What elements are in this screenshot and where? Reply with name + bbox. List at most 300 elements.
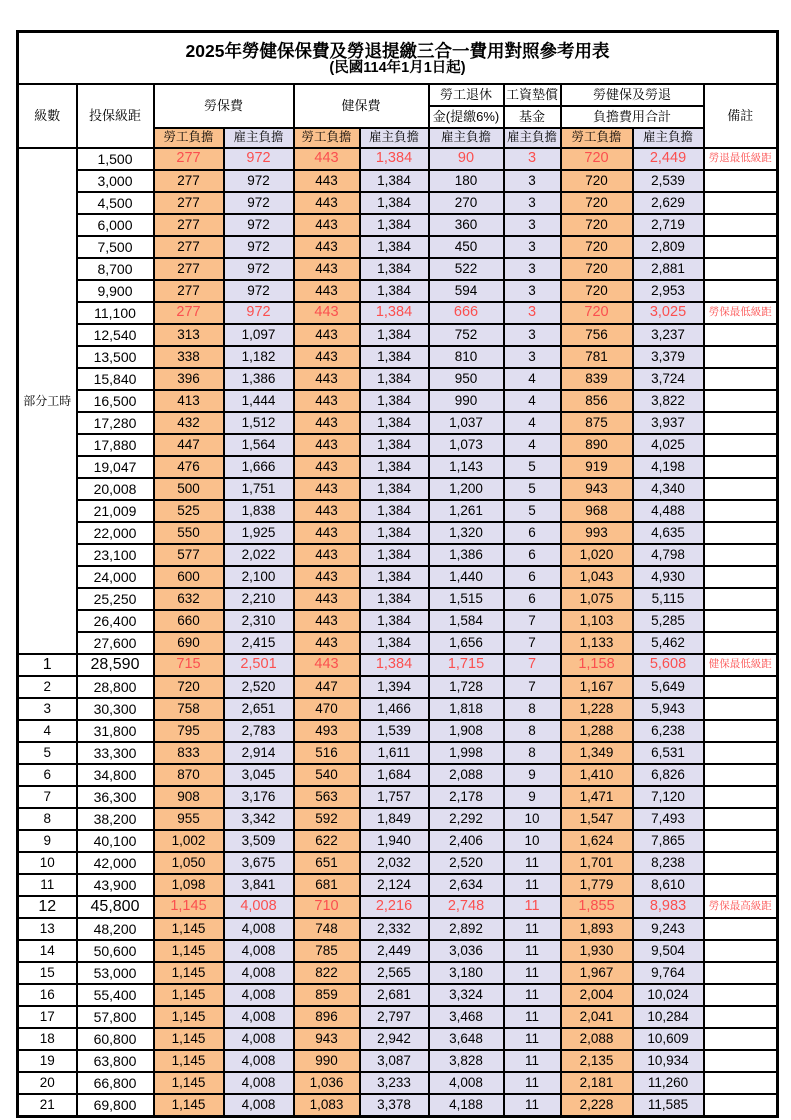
total-employer-cell: 8,238 (633, 852, 704, 874)
labor-employer-cell: 1,564 (224, 434, 294, 456)
remark-cell (704, 742, 778, 764)
labor-employer-cell: 2,210 (224, 588, 294, 610)
total-employee-cell: 720 (561, 148, 633, 170)
health-employee-cell: 443 (294, 170, 360, 192)
pension-employer-cell: 2,406 (429, 830, 504, 852)
labor-employee-cell: 277 (154, 302, 224, 324)
col-header-total-line1: 勞健保及勞退 (561, 84, 704, 106)
remark-cell (704, 918, 778, 940)
pension-employer-cell: 2,892 (429, 918, 504, 940)
health-employee-cell: 443 (294, 566, 360, 588)
level-cell: 13 (18, 918, 77, 940)
wage-fund-employer-cell: 8 (504, 698, 561, 720)
health-employer-cell: 1,384 (360, 544, 429, 566)
health-employee-cell: 443 (294, 258, 360, 280)
total-employee-cell: 1,075 (561, 588, 633, 610)
wage-fund-employer-cell: 4 (504, 434, 561, 456)
col-header-pension-line1: 勞工退休 (429, 84, 504, 106)
bracket-cell: 16,500 (77, 390, 154, 412)
col-header-bracket: 投保級距 (77, 84, 154, 148)
pension-employer-cell: 1,037 (429, 412, 504, 434)
labor-employer-cell: 4,008 (224, 1094, 294, 1117)
health-employer-cell: 1,466 (360, 698, 429, 720)
health-employee-cell: 443 (294, 434, 360, 456)
total-employee-cell: 2,041 (561, 1006, 633, 1028)
labor-employee-cell: 1,145 (154, 962, 224, 984)
total-employer-cell: 5,943 (633, 698, 704, 720)
level-cell: 15 (18, 962, 77, 984)
total-employee-cell: 1,020 (561, 544, 633, 566)
labor-employee-cell: 1,145 (154, 1072, 224, 1094)
labor-employee-cell: 632 (154, 588, 224, 610)
total-employer-cell: 4,488 (633, 500, 704, 522)
labor-employer-cell: 4,008 (224, 1050, 294, 1072)
pension-employer-cell: 666 (429, 302, 504, 324)
health-employer-cell: 1,384 (360, 170, 429, 192)
total-employee-cell: 1,967 (561, 962, 633, 984)
total-employer-cell: 7,120 (633, 786, 704, 808)
health-employee-cell: 443 (294, 632, 360, 654)
health-employer-cell: 1,384 (360, 390, 429, 412)
labor-employer-cell: 2,914 (224, 742, 294, 764)
labor-employer-cell: 1,751 (224, 478, 294, 500)
pension-employer-cell: 3,180 (429, 962, 504, 984)
health-employee-cell: 651 (294, 852, 360, 874)
health-employer-cell: 2,681 (360, 984, 429, 1006)
table-row (18, 1094, 778, 1117)
total-employer-cell: 4,635 (633, 522, 704, 544)
total-employee-cell: 1,228 (561, 698, 633, 720)
health-employee-cell: 785 (294, 940, 360, 962)
level-cell: 10 (18, 852, 77, 874)
pension-employer-cell: 1,200 (429, 478, 504, 500)
health-employee-cell: 443 (294, 192, 360, 214)
total-employee-cell: 1,471 (561, 786, 633, 808)
wage-fund-employer-cell: 5 (504, 478, 561, 500)
pension-employer-cell: 1,440 (429, 566, 504, 588)
bracket-cell: 43,900 (77, 874, 154, 896)
wage-fund-employer-cell: 6 (504, 544, 561, 566)
table-row (18, 280, 778, 302)
labor-employer-cell: 4,008 (224, 918, 294, 940)
bracket-cell: 33,300 (77, 742, 154, 764)
bracket-cell: 3,000 (77, 170, 154, 192)
total-employee-cell: 1,547 (561, 808, 633, 830)
labor-employee-cell: 577 (154, 544, 224, 566)
remark-cell: 健保最低級距 (704, 654, 778, 676)
health-employer-cell: 1,394 (360, 676, 429, 698)
total-employee-cell: 2,088 (561, 1028, 633, 1050)
remark-cell (704, 588, 778, 610)
labor-employer-cell: 2,501 (224, 654, 294, 676)
total-employer-cell: 4,930 (633, 566, 704, 588)
remark-cell (704, 566, 778, 588)
pension-employer-cell: 810 (429, 346, 504, 368)
bracket-cell: 60,800 (77, 1028, 154, 1050)
total-employer-cell: 5,462 (633, 632, 704, 654)
bracket-cell: 69,800 (77, 1094, 154, 1117)
health-employer-cell: 1,384 (360, 412, 429, 434)
total-employer-cell: 4,198 (633, 456, 704, 478)
total-employer-cell: 9,764 (633, 962, 704, 984)
total-employee-cell: 1,930 (561, 940, 633, 962)
table-row (18, 214, 778, 236)
labor-employee-cell: 1,145 (154, 1028, 224, 1050)
pension-employer-cell: 1,998 (429, 742, 504, 764)
table-row (18, 830, 778, 852)
labor-employer-cell: 3,045 (224, 764, 294, 786)
table-row (18, 170, 778, 192)
health-employer-cell: 1,384 (360, 434, 429, 456)
level-cell: 19 (18, 1050, 77, 1072)
labor-employee-cell: 955 (154, 808, 224, 830)
health-employer-cell: 1,384 (360, 192, 429, 214)
remark-cell (704, 544, 778, 566)
health-employer-cell: 3,233 (360, 1072, 429, 1094)
labor-employee-cell: 795 (154, 720, 224, 742)
total-employee-cell: 1,133 (561, 632, 633, 654)
remark-cell (704, 500, 778, 522)
labor-employer-cell: 4,008 (224, 1028, 294, 1050)
health-employee-cell: 748 (294, 918, 360, 940)
wage-fund-employer-cell: 11 (504, 918, 561, 940)
remark-cell (704, 786, 778, 808)
health-employer-cell: 1,384 (360, 324, 429, 346)
wage-fund-employer-cell: 9 (504, 786, 561, 808)
remark-cell (704, 258, 778, 280)
bracket-cell: 25,250 (77, 588, 154, 610)
pension-employer-cell: 2,178 (429, 786, 504, 808)
total-employer-cell: 2,953 (633, 280, 704, 302)
labor-employee-cell: 690 (154, 632, 224, 654)
health-employee-cell: 443 (294, 236, 360, 258)
labor-employer-cell: 1,444 (224, 390, 294, 412)
health-employer-cell: 1,384 (360, 456, 429, 478)
table-row (18, 566, 778, 588)
health-employee-cell: 943 (294, 1028, 360, 1050)
health-employer-cell: 1,384 (360, 368, 429, 390)
labor-employee-cell: 1,145 (154, 984, 224, 1006)
pension-employer-cell: 2,292 (429, 808, 504, 830)
table-row (18, 522, 778, 544)
table-row (18, 478, 778, 500)
health-employee-cell: 443 (294, 368, 360, 390)
labor-employee-cell: 1,002 (154, 830, 224, 852)
wage-fund-employer-cell: 10 (504, 808, 561, 830)
health-employee-cell: 540 (294, 764, 360, 786)
level-cell: 1 (18, 654, 77, 676)
pension-employer-cell: 2,748 (429, 896, 504, 918)
labor-employer-cell: 972 (224, 258, 294, 280)
labor-employer-cell: 972 (224, 214, 294, 236)
labor-employee-cell: 1,145 (154, 896, 224, 918)
total-employee-cell: 1,701 (561, 852, 633, 874)
table-row (18, 1050, 778, 1072)
health-employee-cell: 563 (294, 786, 360, 808)
table-header (18, 32, 778, 149)
total-employer-cell: 6,531 (633, 742, 704, 764)
table-row (18, 324, 778, 346)
total-employer-cell: 3,025 (633, 302, 704, 324)
table-row (18, 654, 778, 676)
bracket-cell: 20,008 (77, 478, 154, 500)
health-employee-cell: 443 (294, 346, 360, 368)
table-row (18, 192, 778, 214)
col-header-wage-fund-line1: 工資墊償 (504, 84, 561, 106)
total-employee-cell: 1,288 (561, 720, 633, 742)
pension-employer-cell: 950 (429, 368, 504, 390)
health-employer-cell: 2,565 (360, 962, 429, 984)
remark-cell (704, 170, 778, 192)
pension-employer-cell: 3,648 (429, 1028, 504, 1050)
total-employee-cell: 720 (561, 302, 633, 324)
pension-employer-cell: 1,715 (429, 654, 504, 676)
total-employee-cell: 781 (561, 346, 633, 368)
health-employer-cell: 1,384 (360, 500, 429, 522)
subheader-labor-employer: 雇主負擔 (224, 128, 294, 148)
total-employer-cell: 9,504 (633, 940, 704, 962)
wage-fund-employer-cell: 11 (504, 1072, 561, 1094)
labor-employee-cell: 660 (154, 610, 224, 632)
table-row (18, 720, 778, 742)
pension-employer-cell: 522 (429, 258, 504, 280)
labor-employer-cell: 1,666 (224, 456, 294, 478)
labor-employer-cell: 4,008 (224, 984, 294, 1006)
pension-employer-cell: 3,036 (429, 940, 504, 962)
labor-employer-cell: 1,512 (224, 412, 294, 434)
labor-employer-cell: 3,841 (224, 874, 294, 896)
health-employee-cell: 443 (294, 478, 360, 500)
health-employee-cell: 470 (294, 698, 360, 720)
wage-fund-employer-cell: 9 (504, 764, 561, 786)
pension-employer-cell: 752 (429, 324, 504, 346)
wage-fund-employer-cell: 4 (504, 368, 561, 390)
wage-fund-employer-cell: 11 (504, 896, 561, 918)
labor-employee-cell: 277 (154, 170, 224, 192)
total-employer-cell: 5,115 (633, 588, 704, 610)
pension-employer-cell: 1,584 (429, 610, 504, 632)
col-header-health-insurance: 健保費 (294, 84, 429, 128)
health-employee-cell: 443 (294, 280, 360, 302)
labor-employee-cell: 1,145 (154, 940, 224, 962)
bracket-cell: 12,540 (77, 324, 154, 346)
labor-employee-cell: 277 (154, 214, 224, 236)
total-employee-cell: 720 (561, 170, 633, 192)
total-employee-cell: 839 (561, 368, 633, 390)
level-cell: 16 (18, 984, 77, 1006)
bracket-cell: 8,700 (77, 258, 154, 280)
labor-employee-cell: 720 (154, 676, 224, 698)
wage-fund-employer-cell: 5 (504, 456, 561, 478)
bracket-cell: 7,500 (77, 236, 154, 258)
total-employee-cell: 1,158 (561, 654, 633, 676)
pension-employer-cell: 1,908 (429, 720, 504, 742)
health-employee-cell: 443 (294, 522, 360, 544)
health-employee-cell: 990 (294, 1050, 360, 1072)
health-employer-cell: 1,384 (360, 280, 429, 302)
table-row (18, 918, 778, 940)
pension-employer-cell: 3,828 (429, 1050, 504, 1072)
health-employer-cell: 1,940 (360, 830, 429, 852)
bracket-cell: 21,009 (77, 500, 154, 522)
labor-employer-cell: 3,342 (224, 808, 294, 830)
remark-cell (704, 830, 778, 852)
pension-employer-cell: 1,818 (429, 698, 504, 720)
remark-cell (704, 478, 778, 500)
health-employee-cell: 822 (294, 962, 360, 984)
remark-cell (704, 962, 778, 984)
total-employee-cell: 2,228 (561, 1094, 633, 1117)
table-body (18, 148, 778, 1117)
level-cell: 9 (18, 830, 77, 852)
wage-fund-employer-cell: 3 (504, 214, 561, 236)
bracket-cell: 45,800 (77, 896, 154, 918)
table-row (18, 984, 778, 1006)
remark-cell (704, 192, 778, 214)
remark-cell (704, 852, 778, 874)
total-employee-cell: 993 (561, 522, 633, 544)
total-employer-cell: 11,585 (633, 1094, 704, 1117)
wage-fund-employer-cell: 4 (504, 412, 561, 434)
pension-employer-cell: 2,634 (429, 874, 504, 896)
labor-employer-cell: 4,008 (224, 896, 294, 918)
table-row (18, 698, 778, 720)
level-cell: 5 (18, 742, 77, 764)
level-cell: 7 (18, 786, 77, 808)
labor-employer-cell: 1,182 (224, 346, 294, 368)
wage-fund-employer-cell: 7 (504, 610, 561, 632)
total-employee-cell: 919 (561, 456, 633, 478)
wage-fund-employer-cell: 11 (504, 852, 561, 874)
table-row (18, 258, 778, 280)
remark-cell (704, 1094, 778, 1117)
bracket-cell: 40,100 (77, 830, 154, 852)
table-row (18, 346, 778, 368)
level-cell: 6 (18, 764, 77, 786)
health-employer-cell: 1,757 (360, 786, 429, 808)
labor-employee-cell: 908 (154, 786, 224, 808)
bracket-cell: 53,000 (77, 962, 154, 984)
premium-table (16, 30, 779, 1118)
health-employee-cell: 443 (294, 390, 360, 412)
total-employer-cell: 5,285 (633, 610, 704, 632)
level-cell: 3 (18, 698, 77, 720)
subheader-total-employer: 雇主負擔 (633, 128, 704, 148)
labor-employee-cell: 1,050 (154, 852, 224, 874)
total-employer-cell: 11,260 (633, 1072, 704, 1094)
remark-cell (704, 214, 778, 236)
labor-employee-cell: 833 (154, 742, 224, 764)
remark-cell (704, 610, 778, 632)
labor-employee-cell: 1,145 (154, 918, 224, 940)
total-employee-cell: 1,167 (561, 676, 633, 698)
remark-cell (704, 280, 778, 302)
table-row (18, 390, 778, 412)
wage-fund-employer-cell: 7 (504, 654, 561, 676)
health-employee-cell: 1,083 (294, 1094, 360, 1117)
total-employee-cell: 1,103 (561, 610, 633, 632)
health-employer-cell: 3,087 (360, 1050, 429, 1072)
level-cell: 8 (18, 808, 77, 830)
total-employer-cell: 10,284 (633, 1006, 704, 1028)
wage-fund-employer-cell: 3 (504, 192, 561, 214)
remark-cell (704, 808, 778, 830)
table-row (18, 676, 778, 698)
bracket-cell: 9,900 (77, 280, 154, 302)
labor-employee-cell: 277 (154, 258, 224, 280)
bracket-cell: 15,840 (77, 368, 154, 390)
labor-employee-cell: 396 (154, 368, 224, 390)
wage-fund-employer-cell: 4 (504, 390, 561, 412)
pension-employer-cell: 1,656 (429, 632, 504, 654)
table-row (18, 786, 778, 808)
total-employer-cell: 3,724 (633, 368, 704, 390)
wage-fund-employer-cell: 3 (504, 302, 561, 324)
health-employee-cell: 592 (294, 808, 360, 830)
total-employer-cell: 2,809 (633, 236, 704, 258)
wage-fund-employer-cell: 3 (504, 170, 561, 192)
health-employer-cell: 2,124 (360, 874, 429, 896)
wage-fund-employer-cell: 11 (504, 1028, 561, 1050)
health-employer-cell: 1,384 (360, 214, 429, 236)
pension-employer-cell: 1,261 (429, 500, 504, 522)
total-employer-cell: 9,243 (633, 918, 704, 940)
table-row (18, 742, 778, 764)
labor-employee-cell: 277 (154, 236, 224, 258)
labor-employer-cell: 1,925 (224, 522, 294, 544)
total-employer-cell: 8,610 (633, 874, 704, 896)
total-employee-cell: 1,410 (561, 764, 633, 786)
total-employer-cell: 2,881 (633, 258, 704, 280)
table-row (18, 896, 778, 918)
health-employer-cell: 1,384 (360, 566, 429, 588)
labor-employer-cell: 2,022 (224, 544, 294, 566)
labor-employee-cell: 277 (154, 148, 224, 170)
bracket-cell: 63,800 (77, 1050, 154, 1072)
health-employer-cell: 1,611 (360, 742, 429, 764)
bracket-cell: 42,000 (77, 852, 154, 874)
health-employee-cell: 443 (294, 588, 360, 610)
level-cell: 18 (18, 1028, 77, 1050)
table-row (18, 412, 778, 434)
table-row (18, 500, 778, 522)
total-employer-cell: 5,649 (633, 676, 704, 698)
level-cell: 2 (18, 676, 77, 698)
health-employee-cell: 493 (294, 720, 360, 742)
labor-employee-cell: 550 (154, 522, 224, 544)
total-employer-cell: 10,934 (633, 1050, 704, 1072)
labor-employee-cell: 500 (154, 478, 224, 500)
subheader-total-employee: 勞工負擔 (561, 128, 633, 148)
wage-fund-employer-cell: 6 (504, 522, 561, 544)
bracket-cell: 31,800 (77, 720, 154, 742)
wage-fund-employer-cell: 5 (504, 500, 561, 522)
wage-fund-employer-cell: 11 (504, 874, 561, 896)
pension-employer-cell: 1,386 (429, 544, 504, 566)
remark-cell (704, 522, 778, 544)
total-employer-cell: 2,629 (633, 192, 704, 214)
total-employee-cell: 1,855 (561, 896, 633, 918)
bracket-cell: 13,500 (77, 346, 154, 368)
bracket-cell: 28,590 (77, 654, 154, 676)
pension-employer-cell: 2,520 (429, 852, 504, 874)
bracket-cell: 38,200 (77, 808, 154, 830)
bracket-cell: 55,400 (77, 984, 154, 1006)
pension-employer-cell: 360 (429, 214, 504, 236)
bracket-cell: 26,400 (77, 610, 154, 632)
total-employer-cell: 10,024 (633, 984, 704, 1006)
labor-employee-cell: 313 (154, 324, 224, 346)
